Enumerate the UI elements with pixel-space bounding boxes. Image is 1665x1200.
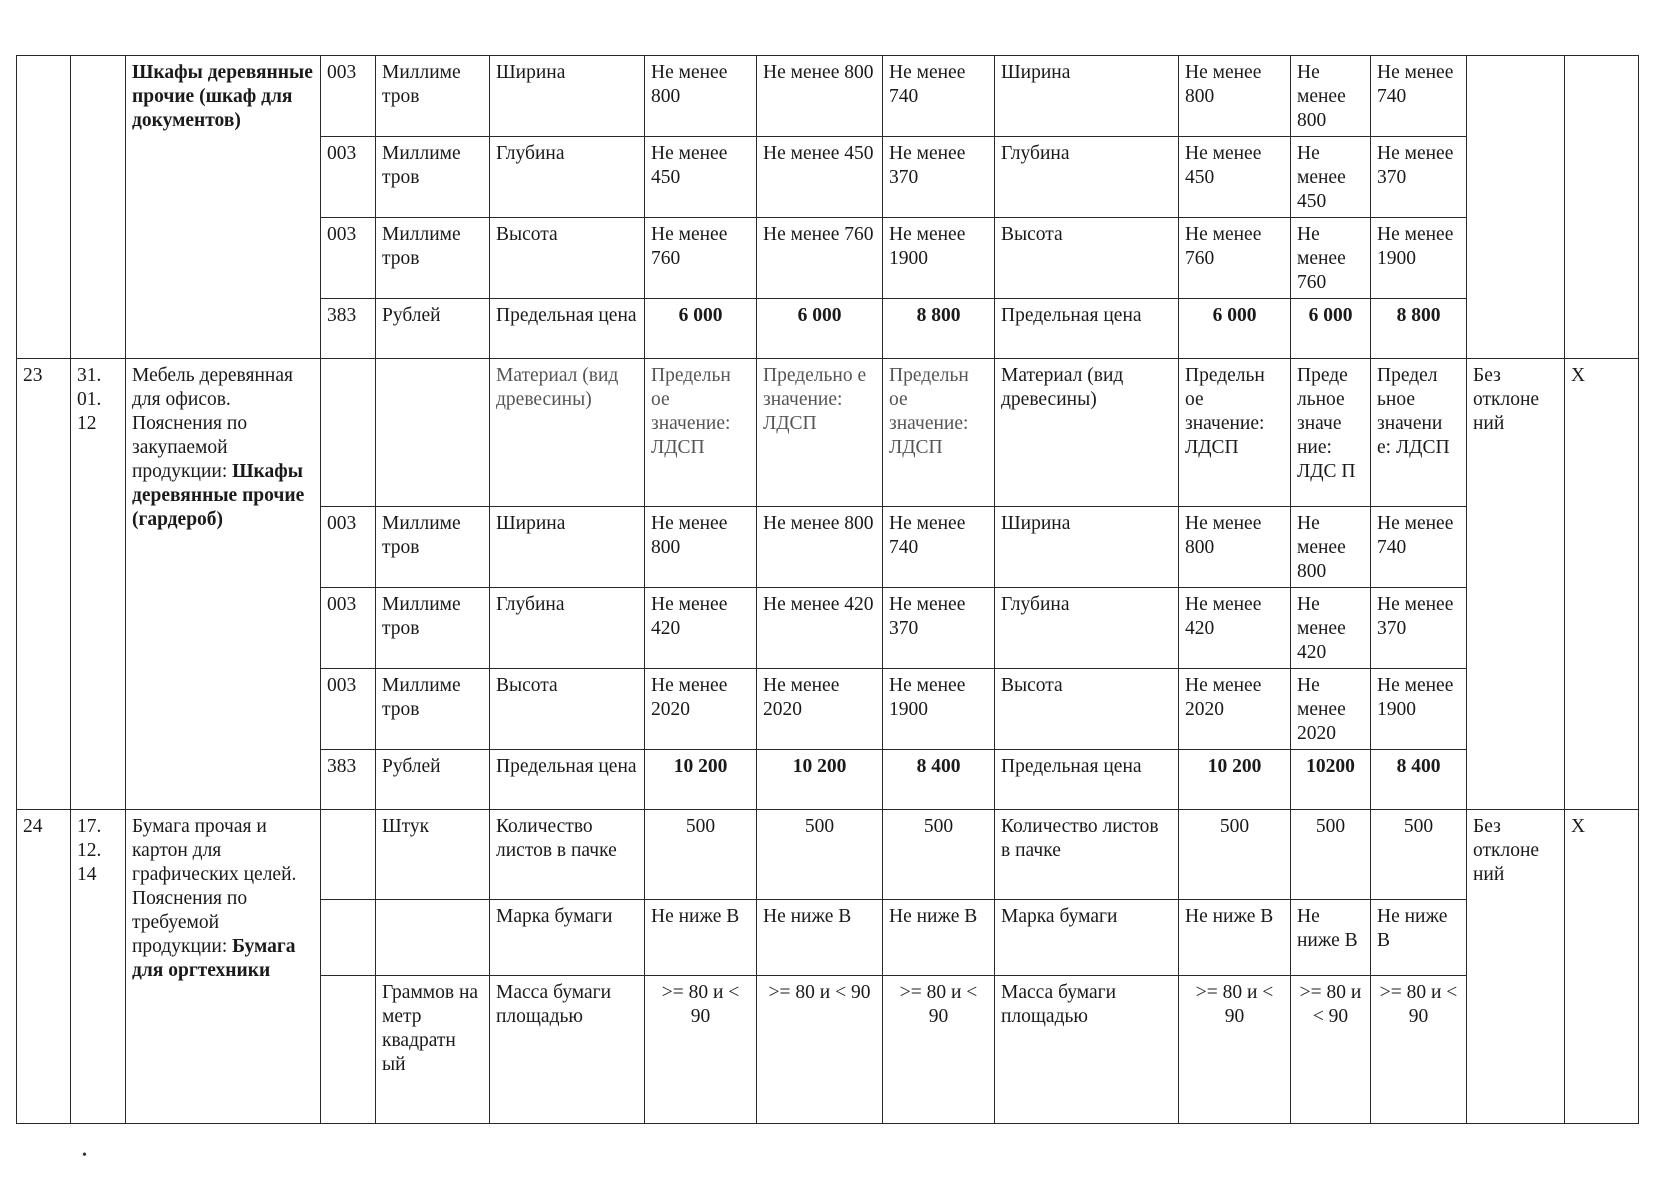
characteristic-cell: Глубина	[995, 137, 1179, 218]
price-cell: 6 000	[1291, 299, 1371, 359]
okei-code-cell	[321, 976, 376, 1124]
product-name-cell	[126, 359, 321, 810]
table-row	[17, 810, 1639, 900]
value-cell: 500	[883, 810, 995, 900]
price-cell: 10 200	[757, 750, 883, 810]
value-cell: >= 80 и < 90	[883, 976, 995, 1124]
unit-cell: Миллиме тров	[376, 588, 490, 669]
value-cell: Не менее 760	[1179, 218, 1291, 299]
row-number-cell: 23	[17, 359, 71, 810]
value-cell: Не менее 450	[1179, 137, 1291, 218]
mark-cell: X	[1565, 810, 1639, 1124]
value-cell: Не менее 370	[1371, 588, 1467, 669]
value-cell: 500	[1371, 810, 1467, 900]
value-cell: >= 80 и < 90	[1179, 976, 1291, 1124]
price-cell: 8 800	[883, 299, 995, 359]
okei-code-cell	[321, 359, 376, 507]
characteristic-cell: Материал (вид древесины)	[995, 359, 1179, 507]
characteristic-cell: Ширина	[490, 507, 645, 588]
price-cell: 10 200	[645, 750, 757, 810]
okei-code-cell: 003	[321, 588, 376, 669]
value-cell: Не менее 740	[1371, 56, 1467, 137]
value-cell: Не менее 370	[883, 588, 995, 669]
value-cell: Предельн ое значение: ЛДСП	[883, 359, 995, 507]
characteristic-cell: Марка бумаги	[490, 900, 645, 976]
value-cell: Не менее 2020	[757, 669, 883, 750]
characteristic-cell: Материал (вид древесины)	[490, 359, 645, 507]
product-name-cell: Шкафы деревянные прочие (шкаф для документов)	[126, 56, 321, 359]
product-name-bold: Бумага для оргтехники	[132, 936, 296, 981]
value-cell: Не менее 2020	[1291, 669, 1371, 750]
unit-cell: Миллиме тров	[376, 507, 490, 588]
characteristic-cell: Глубина	[490, 137, 645, 218]
characteristic-cell: Ширина	[995, 507, 1179, 588]
value-cell: Предел ьное значени е: ЛДСП	[1371, 359, 1467, 507]
value-cell: >= 80 и < 90	[757, 976, 883, 1124]
deviation-cell: Без отклоне ний	[1467, 810, 1565, 1124]
table-row	[17, 56, 1639, 137]
okei-code-cell: 003	[321, 56, 376, 137]
okei-code-cell: 003	[321, 507, 376, 588]
unit-cell: Миллиме тров	[376, 218, 490, 299]
characteristic-cell: Предельная цена	[995, 750, 1179, 810]
product-description: Бумага прочая и картон для графических целей. Пояснения по требуемой продукции:	[132, 816, 297, 957]
price-cell: 8 800	[1371, 299, 1467, 359]
value-cell: Не ниже В	[1371, 900, 1467, 976]
value-cell: Не менее 1900	[883, 669, 995, 750]
price-cell: 8 400	[883, 750, 995, 810]
value-cell: Не менее 420	[1179, 588, 1291, 669]
unit-cell	[376, 900, 490, 976]
deviation-cell	[1467, 56, 1565, 359]
characteristic-cell: Ширина	[490, 56, 645, 137]
value-cell: Не менее 800	[645, 507, 757, 588]
unit-cell: Миллиме тров	[376, 56, 490, 137]
value-cell: Не менее 740	[1371, 507, 1467, 588]
scan-speck: •	[82, 1148, 87, 1163]
value-cell: >= 80 и < 90	[1291, 976, 1371, 1124]
price-cell: 6 000	[757, 299, 883, 359]
value-cell: Не менее 370	[883, 137, 995, 218]
unit-cell: Рублей	[376, 750, 490, 810]
value-cell: Не менее 2020	[1179, 669, 1291, 750]
value-cell: Не менее 420	[1291, 588, 1371, 669]
okei-code-cell: 003	[321, 137, 376, 218]
value-cell: Предельн ое значение: ЛДСП	[645, 359, 757, 507]
characteristic-cell: Глубина	[490, 588, 645, 669]
value-cell: Не ниже В	[1179, 900, 1291, 976]
product-name-bold: Шкафы деревянные прочие (гардероб)	[132, 461, 305, 530]
price-cell: 10 200	[1179, 750, 1291, 810]
okei-code-cell: 383	[321, 299, 376, 359]
value-cell: 500	[1179, 810, 1291, 900]
value-cell: Не ниже В	[757, 900, 883, 976]
value-cell: Предельн ое значение: ЛДСП	[1179, 359, 1291, 507]
value-cell: Не менее 800	[1291, 507, 1371, 588]
value-cell: 500	[757, 810, 883, 900]
value-cell: Не менее 420	[645, 588, 757, 669]
price-cell: 6 000	[1179, 299, 1291, 359]
value-cell: Не менее 760	[1291, 218, 1371, 299]
product-name-cell	[126, 810, 321, 1124]
okei-code-cell: 003	[321, 218, 376, 299]
characteristic-cell: Количество листов в пачке	[995, 810, 1179, 900]
value-cell: Не менее 740	[883, 507, 995, 588]
value-cell: Не менее 740	[883, 56, 995, 137]
row-number-cell: 24	[17, 810, 71, 1124]
value-cell: Предельно е значение: ЛДСП	[757, 359, 883, 507]
okei-code-cell	[321, 900, 376, 976]
value-cell: >= 80 и < 90	[1371, 976, 1467, 1124]
value-cell: 500	[1291, 810, 1371, 900]
unit-cell: Рублей	[376, 299, 490, 359]
value-cell: Не менее 800	[1291, 56, 1371, 137]
characteristic-cell: Высота	[490, 218, 645, 299]
characteristic-cell: Масса бумаги площадью	[490, 976, 645, 1124]
value-cell: Не менее 420	[757, 588, 883, 669]
value-cell: Не менее 800	[645, 56, 757, 137]
requirements-table	[16, 55, 1639, 1124]
value-cell: Не менее 1900	[1371, 218, 1467, 299]
value-cell: Не менее 1900	[1371, 669, 1467, 750]
value-cell: Не менее 800	[1179, 56, 1291, 137]
table-row	[17, 359, 1639, 507]
deviation-cell: Без отклоне ний	[1467, 359, 1565, 810]
okpd-cell: 31. 01. 12	[71, 359, 126, 810]
value-cell: Не ниже В	[1291, 900, 1371, 976]
value-cell: Не менее 450	[1291, 137, 1371, 218]
unit-cell: Миллиме тров	[376, 669, 490, 750]
value-cell: Не менее 760	[757, 218, 883, 299]
characteristic-cell: Предельная цена	[490, 750, 645, 810]
characteristic-cell: Предельная цена	[995, 299, 1179, 359]
value-cell: Не менее 2020	[645, 669, 757, 750]
characteristic-cell: Высота	[490, 669, 645, 750]
characteristic-cell: Марка бумаги	[995, 900, 1179, 976]
value-cell: 500	[645, 810, 757, 900]
value-cell: Не менее 450	[757, 137, 883, 218]
okpd-cell	[71, 56, 126, 359]
unit-cell: Граммов на метр квадратн ый	[376, 976, 490, 1124]
value-cell: >= 80 и < 90	[645, 976, 757, 1124]
value-cell: Не ниже В	[645, 900, 757, 976]
value-cell: Не менее 800	[757, 507, 883, 588]
okei-code-cell: 003	[321, 669, 376, 750]
characteristic-cell: Масса бумаги площадью	[995, 976, 1179, 1124]
value-cell: Не менее 760	[645, 218, 757, 299]
price-cell: 8 400	[1371, 750, 1467, 810]
characteristic-cell: Высота	[995, 218, 1179, 299]
characteristic-cell: Предельная цена	[490, 299, 645, 359]
mark-cell: X	[1565, 359, 1639, 810]
unit-cell: Миллиме тров	[376, 137, 490, 218]
characteristic-cell: Высота	[995, 669, 1179, 750]
characteristic-cell: Количество листов в пачке	[490, 810, 645, 900]
value-cell: Не менее 1900	[883, 218, 995, 299]
characteristic-cell: Ширина	[995, 56, 1179, 137]
value-cell: Не менее 370	[1371, 137, 1467, 218]
okei-code-cell: 383	[321, 750, 376, 810]
value-cell: Не ниже В	[883, 900, 995, 976]
price-cell: 6 000	[645, 299, 757, 359]
unit-cell: Штук	[376, 810, 490, 900]
okei-code-cell	[321, 810, 376, 900]
characteristic-cell: Глубина	[995, 588, 1179, 669]
value-cell: Преде льное значе ние: ЛДС П	[1291, 359, 1371, 507]
mark-cell	[1565, 56, 1639, 359]
okpd-cell: 17. 12. 14	[71, 810, 126, 1124]
value-cell: Не менее 800	[757, 56, 883, 137]
unit-cell	[376, 359, 490, 507]
value-cell: Не менее 450	[645, 137, 757, 218]
product-description: Мебель деревянная для офисов. Пояснения по закупаемой продукции:	[132, 365, 293, 482]
value-cell: Не менее 800	[1179, 507, 1291, 588]
row-number-cell	[17, 56, 71, 359]
price-cell: 10200	[1291, 750, 1371, 810]
